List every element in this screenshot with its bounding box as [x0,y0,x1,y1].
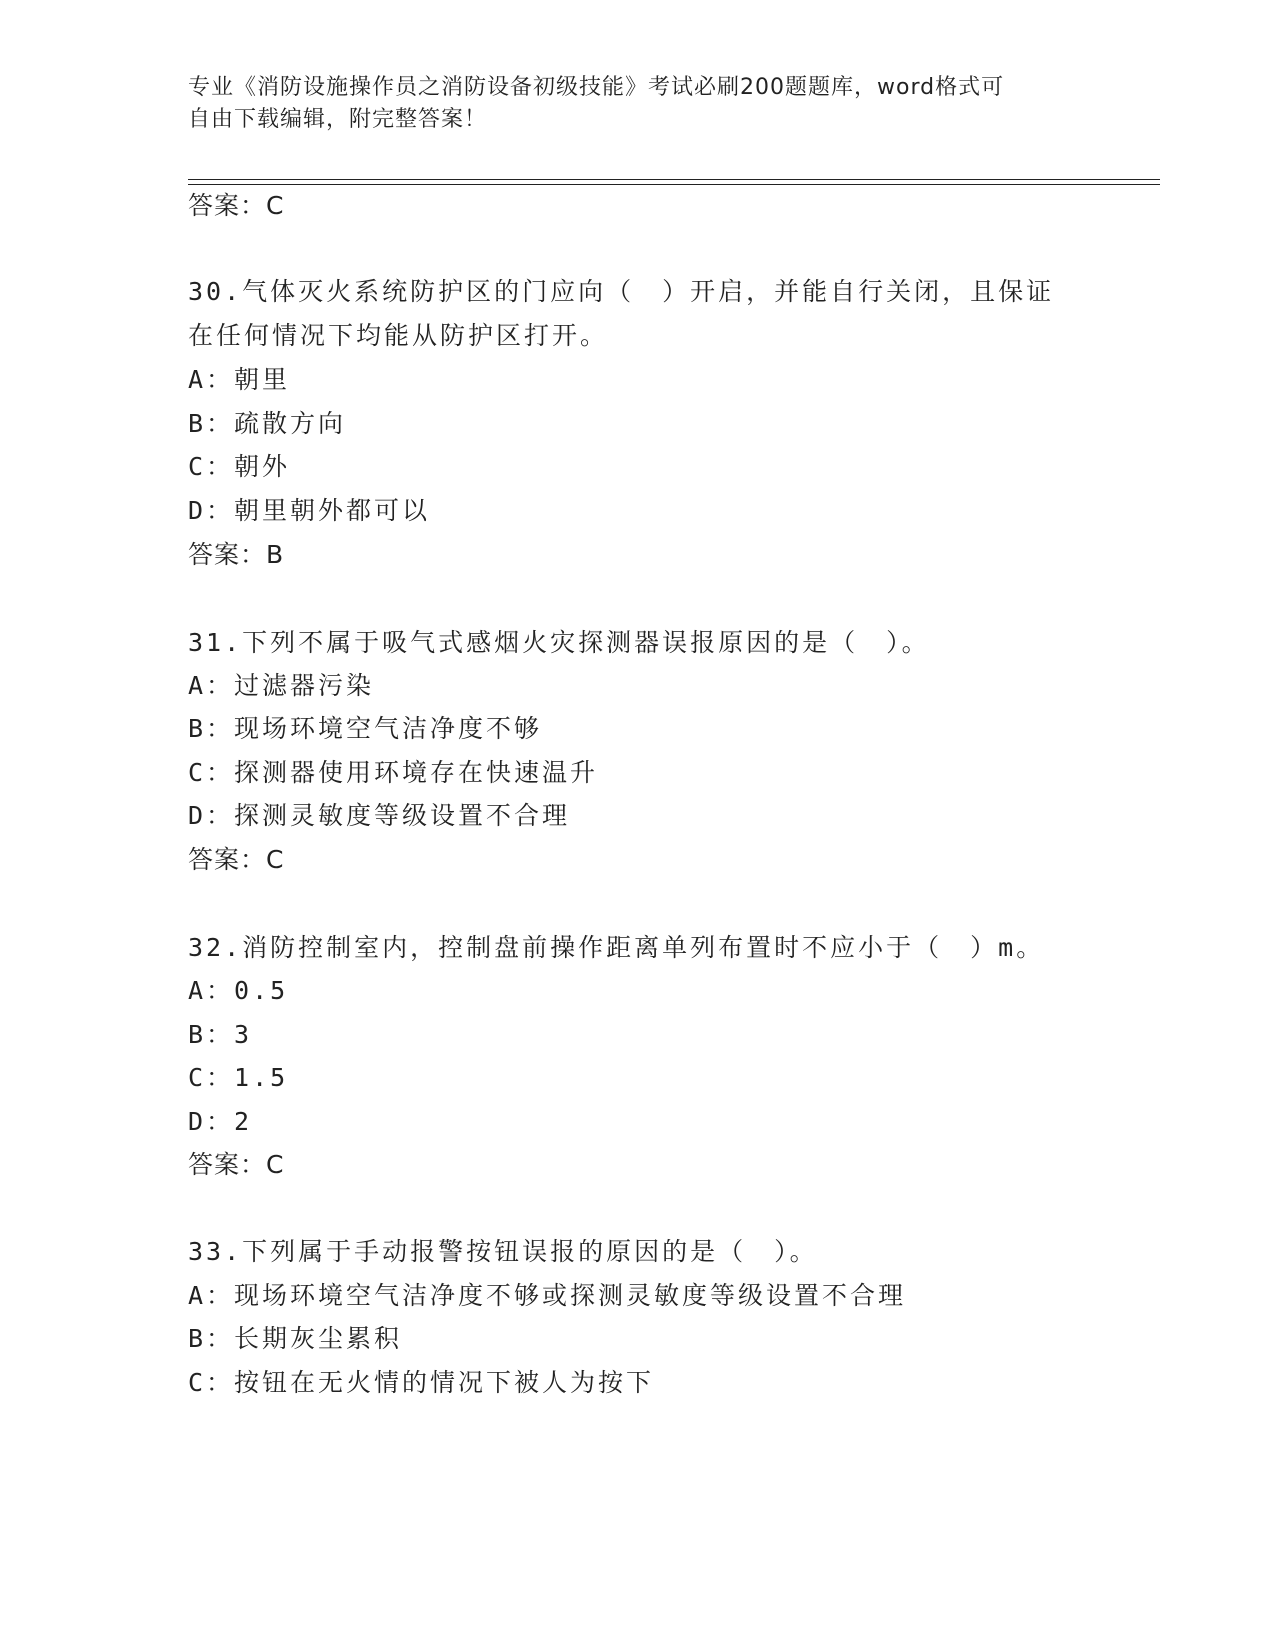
question-31-stem: 31.下列不属于吸气式感烟火灾探测器误报原因的是（ ）。 [188,628,930,657]
question-31-option-b: B：现场环境空气洁净度不够 [188,714,543,743]
header-line-1: 专业《消防设施操作员之消防设备初级技能》考试必刷200题题库，word格式可 [188,75,1005,100]
header-divider-top [188,179,1160,180]
question-31-option-a: A：过滤器污染 [188,671,375,700]
header-line-2: 自由下载编辑，附完整答案！ [188,107,488,132]
header-divider-bottom [188,184,1160,185]
question-30-option-b: B：疏散方向 [188,409,347,438]
question-32-option-d: D：2 [188,1107,253,1136]
question-31-option-c: C：探测器使用环境存在快速温升 [188,758,599,787]
question-32-option-b: B：3 [188,1020,253,1049]
question-30-stem: 在任何情况下均能从防护区打开。 [188,321,609,350]
question-33-option-c: C：按钮在无火情的情况下被人为按下 [188,1368,655,1397]
question-32-answer: 答案：C [188,1150,285,1179]
question-30-option-a: A：朝里 [188,365,291,394]
question-30-stem: 30.气体灭火系统防护区的门应向（ ）开启，并能自行关闭，且保证 [188,277,1055,306]
answer-line: 答案：C [188,191,285,220]
question-30-answer: 答案：B [188,540,285,569]
question-33-option-b: B：长期灰尘累积 [188,1324,403,1353]
question-33-option-a: A：现场环境空气洁净度不够或探测灵敏度等级设置不合理 [188,1281,907,1310]
question-32-option-c: C：1.5 [188,1063,289,1092]
question-30-option-c: C：朝外 [188,452,291,481]
document-header [188,72,1088,136]
question-31-answer: 答案：C [188,845,285,874]
question-33-stem: 33.下列属于手动报警按钮误报的原因的是（ ）。 [188,1237,818,1266]
question-32-option-a: A：0.5 [188,976,289,1005]
question-31-option-d: D：探测灵敏度等级设置不合理 [188,801,571,830]
question-30-option-d: D：朝里朝外都可以 [188,496,431,525]
question-32-stem: 32.消防控制室内，控制盘前操作距离单列布置时不应小于（ ）m。 [188,933,1045,962]
